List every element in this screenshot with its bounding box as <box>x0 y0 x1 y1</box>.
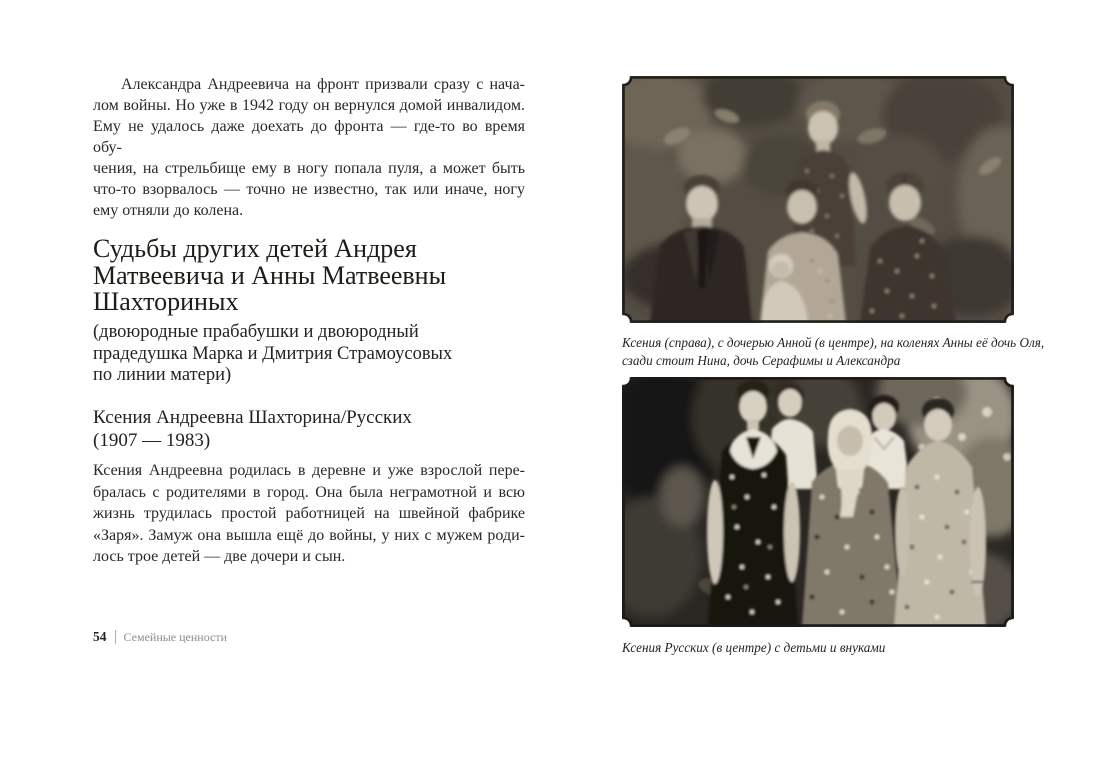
section-note: (двоюродные прабабушки и двоюродный прадедушка Марка и Дмитрия Страмоусовых по линии матери) <box>93 322 453 385</box>
photo-top-caption: Ксения (справа), с дочерью Анной (в центре), на коленях Анны её дочь Оля, сзади стоит Нина, дочь Серафимы и Александра <box>622 335 1045 368</box>
photo-bottom-caption: Ксения Русских (в центре) с детьми и внуками <box>622 640 886 655</box>
person-heading <box>93 406 553 452</box>
photo-top-frame <box>622 76 1014 323</box>
person-name: Ксения Андреевна Шахторина/Русских <box>93 407 412 428</box>
page-number: 54 <box>93 629 107 644</box>
footer-divider <box>115 630 116 644</box>
book-title: Семейные ценности <box>123 629 228 644</box>
photo-bottom-frame <box>622 377 1014 627</box>
paragraph-intro: Александра Андреевича на фронт призвали сразу с нача- лом войны. Но уже в 1942 году он вернулся домой инвалидом. Ему не удалось даже доехать до фронта — где-то во время обу- чения, на стрельбище ему в ногу попала пуля, а может быть что-то взорвалось — точно не известно, так или иначе, ногу ему отняли до колена. <box>93 76 525 219</box>
photo-bottom-image <box>622 377 1014 627</box>
page-footer <box>93 629 227 645</box>
section-heading: Судьбы других детей Андрея Матвеевича и Анны Матвеевны Шахториных <box>93 234 447 316</box>
paragraph-bio: Ксения Андреевна родилась в деревне и уже взрослой пере- бралась с родителями в город. Она была неграмотной и всю жизнь трудилась простой работницей на швейной фабрике «Заря». Замуж она вышла ещё до войны, у них с мужем роди- лось трое детей — две дочери и сын. <box>93 462 525 565</box>
photo-top-image <box>622 76 1014 323</box>
person-years: (1907 — 1983) <box>93 430 211 451</box>
